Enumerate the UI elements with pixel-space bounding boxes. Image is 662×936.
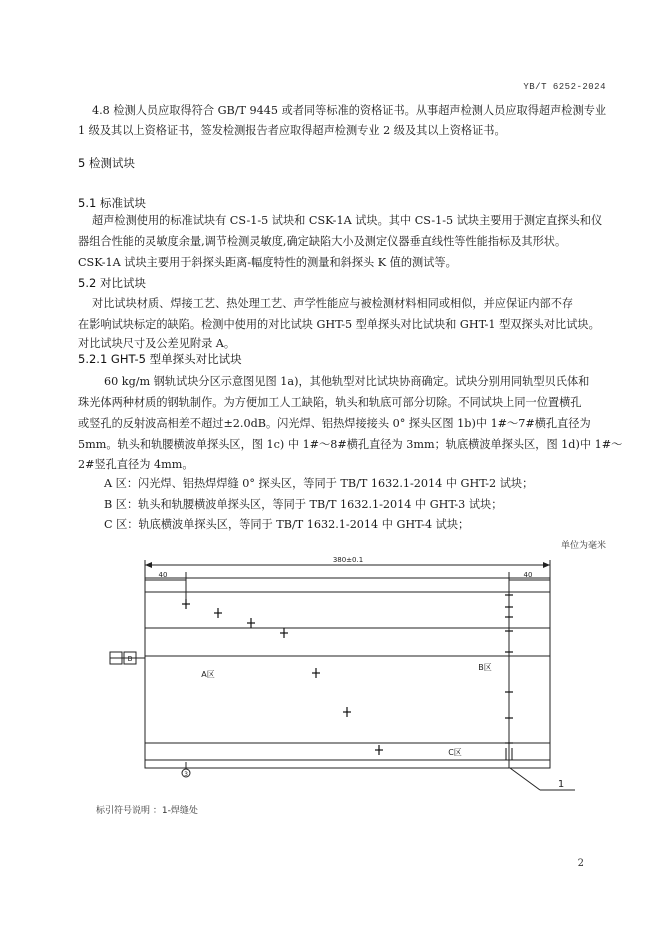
page-number: 2 [577, 858, 584, 869]
weld-leader [510, 768, 540, 790]
s521-line3: 或竖孔的反射波高相差不超过±2.0dB。闪光焊、铝热焊接接头 0° 探头区图 1b)中 1#～7#横孔直径为 [78, 417, 591, 430]
section-5-title: 5 检测试块 [78, 156, 135, 170]
bottom-marker-label: 3 [184, 771, 188, 778]
hole-a6 [343, 707, 351, 717]
s51-line2: 器组合性能的灵敏度余量,调节检测灵敏度,确定缺陷大小及测定仪器垂直线性等性能指标及其形状。 [78, 235, 567, 248]
section-5-2-title: 5.2 对比试块 [78, 276, 146, 290]
s51-line3: CSK-1A 试块主要用于斜探头距离-幅度特性的测量和斜探头 K 值的测试等。 [78, 256, 457, 269]
hole-a4 [280, 628, 288, 638]
s52-line3: 对比试块尺寸及公差见附录 A。 [78, 337, 236, 350]
zone-b-label: B区 [478, 663, 492, 672]
dim-left-label: 40 [158, 571, 168, 579]
s48-line1: 4.8 检测人员应取得符合 GB/T 9445 或者同等标准的资格证书。从事超声检测人员应取得超声检测专业 [92, 104, 607, 117]
weld-leader-label: 1 [557, 779, 565, 790]
unit-note: 单位为毫米 [560, 541, 606, 551]
zone-b-description: B 区：轨头和轨腰横波单探头区，等同于 TB/T 1632.1-2014 中 GHT-3 试块； [104, 498, 503, 511]
s521-line1: 60 kg/m 钢轨试块分区示意图见图 1a)，其他轨型对比试块协商确定。试块分别用同轨型贝氏体和 [104, 375, 590, 388]
zone-c-description: C 区：轨底横波单探头区，等同于 TB/T 1632.1-2014 中 GHT-4 试块； [104, 518, 470, 531]
dim-total-label: 380±0.1 [332, 556, 364, 564]
hole-a1 [182, 599, 190, 609]
zone-a-label: A区 [201, 670, 215, 679]
figure-legend: 标引符号说明 ：1-焊缝处 [96, 806, 198, 816]
dim-right-label: 40 [523, 571, 533, 579]
hole-a2 [214, 608, 222, 618]
section-5-2-1-title: 5.2.1 GHT-5 型单探头对比试块 [78, 352, 242, 366]
s52-line1: 对比试块材质、焊接工艺、热处理工艺、声学性能应与被检测材料相同或相似，并应保证内部不存 [92, 297, 574, 310]
s521-line5: 2#竖孔直径为 4mm。 [78, 458, 194, 471]
hole-a5 [312, 668, 320, 678]
hole-a7 [375, 745, 383, 755]
hole-a3 [247, 618, 255, 628]
s521-line4: 5mm。轨头和轨腰横波单探头区，图 1c) 中 1#～8#横孔直径为 3mm；轨底横波单探头区，图 1d)中 1#～ [78, 438, 623, 451]
s51-line1: 超声检测使用的标准试块有 CS-1-5 试块和 CSK-1A 试块。其中 CS-1-5 试块主要用于测定直探头和仪 [92, 214, 603, 227]
s52-line2: 在影响试块标定的缺陷。检测中使用的对比试块 GHT-5 型单探头对比试块和 GHT-1 型双探头对比试块。 [78, 318, 600, 331]
zone-c-label: C区 [448, 748, 462, 757]
section-marker-label: B [127, 655, 133, 663]
zone-a-description: A 区：闪光焊、铝热焊焊缝 0° 探头区，等同于 TB/T 1632.1-2014 中 GHT-2 试块； [104, 477, 534, 490]
s48-line2: 1 级及其以上资格证书，签发检测报告者应取得超声检测专业 2 级及其以上资格证书。 [78, 124, 506, 137]
standard-code: YB/T 6252-2024 [523, 82, 606, 92]
section-5-1-title: 5.1 标准试块 [78, 196, 146, 210]
s521-line2: 珠光体两种材质的钢轨制作。为方便加工人工缺陷，轨头和轨底可部分切除。不同试块上同一位置横孔 [78, 396, 582, 409]
